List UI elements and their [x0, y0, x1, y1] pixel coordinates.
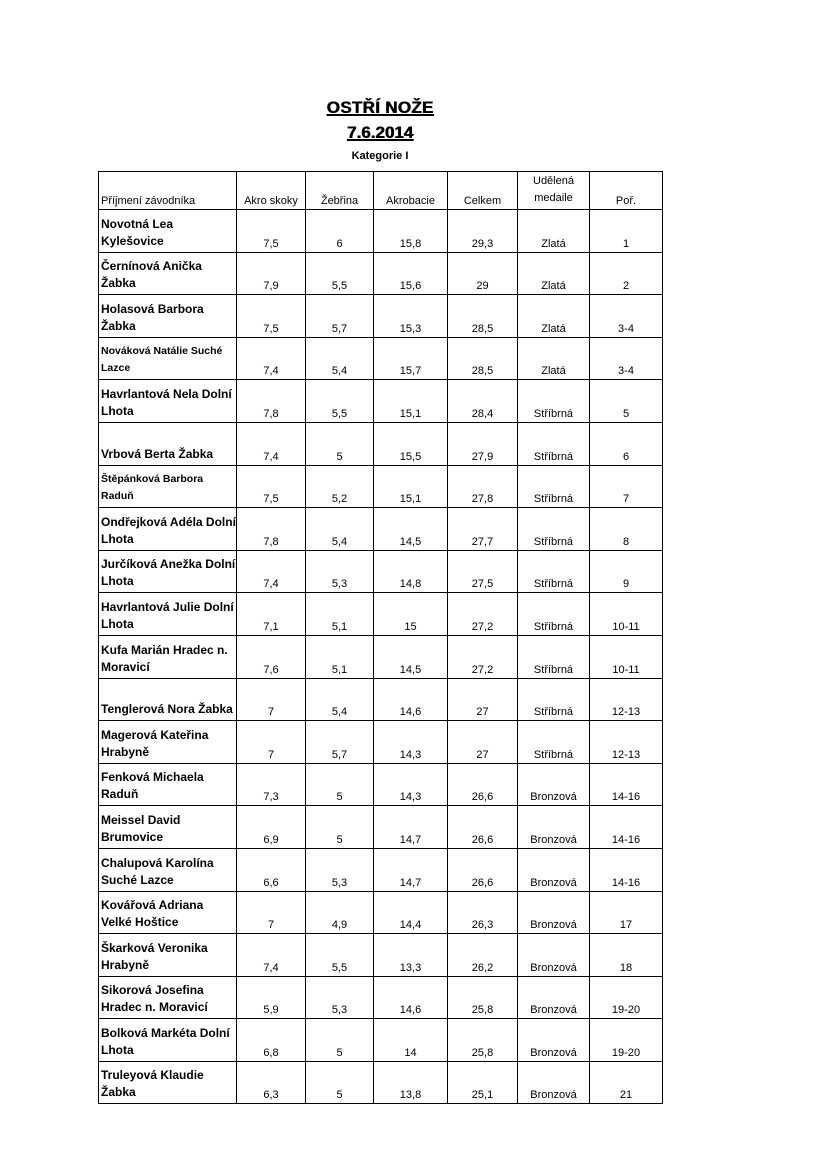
competitor-name-cell [99, 721, 237, 764]
table-row [99, 380, 663, 423]
medal-cell: Stříbrná [518, 508, 590, 551]
zebrina-cell: 5,5 [306, 934, 374, 977]
akrobacie-cell: 14,6 [374, 678, 448, 721]
competitor-name-line1: Havrlantová Nela Dolní [101, 386, 232, 401]
competitor-name-line2: Žabka [101, 318, 136, 333]
poradi-cell: 1 [590, 210, 663, 253]
zebrina-cell: 5,5 [306, 380, 374, 423]
document-title: OSTŘÍ NOŽE [326, 98, 434, 117]
poradi-cell: 12-13 [590, 678, 663, 721]
zebrina-cell: 5,7 [306, 721, 374, 764]
competitor-name-line1: Havrlantová Julie Dolní [101, 599, 234, 614]
competitor-name-cell [99, 252, 237, 295]
akrobacie-cell: 14,4 [374, 891, 448, 934]
akrobacie-cell: 15,3 [374, 295, 448, 338]
table-row [99, 550, 663, 593]
akro-skoky-cell: 7,4 [237, 934, 306, 977]
table-row [99, 295, 663, 338]
competitor-name-line2: Kylešovice [101, 233, 164, 248]
table-row [99, 593, 663, 636]
akro-skoky-cell: 5,9 [237, 976, 306, 1019]
table-row [99, 721, 663, 764]
competitor-name-line1: Nováková Natálie Suché [101, 345, 223, 358]
poradi-cell: 9 [590, 550, 663, 593]
celkem-cell: 27,2 [448, 635, 518, 678]
akrobacie-cell: 13,3 [374, 934, 448, 977]
header-medal-line2: medaile [534, 192, 573, 204]
table-row [99, 635, 663, 678]
header-akro: Akro skoky [237, 172, 306, 210]
table-row [99, 848, 663, 891]
competitor-name-cell [99, 337, 237, 380]
akrobacie-cell: 15,1 [374, 465, 448, 508]
header-medal-line1: Udělená [533, 175, 574, 187]
competitor-name-line2: Žabka [101, 276, 136, 291]
table-row [99, 891, 663, 934]
competitor-name-line1 [101, 684, 236, 701]
document-date: 7.6.2014 [346, 123, 414, 142]
medal-cell: Bronzová [518, 806, 590, 849]
medal-cell: Stříbrná [518, 635, 590, 678]
medal-cell: Stříbrná [518, 550, 590, 593]
poradi-cell: 14-16 [590, 806, 663, 849]
poradi-cell: 7 [590, 465, 663, 508]
celkem-cell: 27,7 [448, 508, 518, 551]
competitor-name-line1: Jurčíková Anežka Dolní [101, 557, 236, 572]
akrobacie-cell: 14,7 [374, 848, 448, 891]
akro-skoky-cell: 7,4 [237, 550, 306, 593]
medal-cell: Zlatá [518, 210, 590, 253]
competitor-name-line2: Lhota [101, 531, 134, 546]
header-zebrina: Žebřina [306, 172, 374, 210]
competitor-name-line2: Žabka [101, 1085, 136, 1100]
competitor-name-line1: Škarková Veronika [101, 940, 208, 955]
celkem-cell: 27,8 [448, 465, 518, 508]
competitor-name-line2: Raduň [101, 490, 134, 503]
competitor-name-line2: Vrbová Berta Žabka [101, 446, 214, 461]
akrobacie-cell: 14,5 [374, 635, 448, 678]
header-celkem: Celkem [448, 172, 518, 210]
medal-cell: Stříbrná [518, 678, 590, 721]
akro-skoky-cell: 6,9 [237, 806, 306, 849]
akro-skoky-cell: 7,6 [237, 635, 306, 678]
table-row [99, 678, 663, 721]
medal-cell: Bronzová [518, 976, 590, 1019]
header-akrobacie: Akrobacie [374, 172, 448, 210]
akro-skoky-cell: 7,1 [237, 593, 306, 636]
competitor-name-line1: Ondřejková Adéla Dolní [101, 514, 236, 529]
akrobacie-cell: 15,8 [374, 210, 448, 253]
table-row [99, 1019, 663, 1062]
akrobacie-cell: 14,8 [374, 550, 448, 593]
akro-skoky-cell: 7,5 [237, 465, 306, 508]
competitor-name-line2: Moravicí [101, 659, 150, 674]
celkem-cell: 27,2 [448, 593, 518, 636]
akro-skoky-cell: 7 [237, 678, 306, 721]
poradi-cell: 10-11 [590, 635, 663, 678]
medal-cell: Bronzová [518, 1019, 590, 1062]
akro-skoky-cell: 6,3 [237, 1061, 306, 1104]
akro-skoky-cell: 7,3 [237, 763, 306, 806]
akro-skoky-cell: 7,8 [237, 508, 306, 551]
akrobacie-cell: 14 [374, 1019, 448, 1062]
celkem-cell: 29,3 [448, 210, 518, 253]
celkem-cell: 28,5 [448, 337, 518, 380]
competitor-name-line1: Chalupová Karolína [101, 855, 214, 870]
zebrina-cell: 5,5 [306, 252, 374, 295]
competitor-name-line2: Hradec n. Moravicí [101, 1000, 208, 1015]
medal-cell: Bronzová [518, 848, 590, 891]
competitor-name-cell [99, 465, 237, 508]
celkem-cell: 27 [448, 678, 518, 721]
competitor-name-line2: Lhota [101, 616, 134, 631]
medal-cell: Stříbrná [518, 593, 590, 636]
zebrina-cell: 5,1 [306, 635, 374, 678]
results-table [98, 171, 663, 1104]
akro-skoky-cell: 7 [237, 891, 306, 934]
akrobacie-cell: 14,6 [374, 976, 448, 1019]
akrobacie-cell: 14,3 [374, 721, 448, 764]
table-row [99, 337, 663, 380]
zebrina-cell: 5,4 [306, 508, 374, 551]
table-row [99, 252, 663, 295]
competitor-name-cell [99, 678, 237, 721]
zebrina-cell: 5 [306, 763, 374, 806]
competitor-name-line2: Lazce [101, 362, 131, 375]
competitor-name-cell [99, 891, 237, 934]
competitor-name-line2: Lhota [101, 574, 134, 589]
competitor-name-line1: Meissel David [101, 812, 181, 827]
poradi-cell: 8 [590, 508, 663, 551]
medal-cell: Zlatá [518, 337, 590, 380]
competitor-name-line1: Fenková Michaela [101, 770, 204, 785]
akrobacie-cell: 15,7 [374, 337, 448, 380]
medal-cell: Stříbrná [518, 422, 590, 465]
medal-cell: Bronzová [518, 763, 590, 806]
table-row [99, 210, 663, 253]
zebrina-cell: 5,3 [306, 976, 374, 1019]
competitor-name-cell [99, 848, 237, 891]
celkem-cell: 27,9 [448, 422, 518, 465]
table-row [99, 422, 663, 465]
competitor-name-line1: Kovářová Adriana [101, 898, 204, 913]
akrobacie-cell: 13,8 [374, 1061, 448, 1104]
poradi-cell: 14-16 [590, 763, 663, 806]
celkem-cell: 26,2 [448, 934, 518, 977]
zebrina-cell: 5,3 [306, 848, 374, 891]
category-label: Kategorie I [351, 150, 409, 162]
akro-skoky-cell: 7,9 [237, 252, 306, 295]
header-medal [518, 172, 590, 210]
celkem-cell: 27 [448, 721, 518, 764]
competitor-name-line2: Raduň [101, 787, 139, 802]
akrobacie-cell: 15 [374, 593, 448, 636]
poradi-cell: 12-13 [590, 721, 663, 764]
zebrina-cell: 5 [306, 806, 374, 849]
table-row [99, 934, 663, 977]
akro-skoky-cell: 7,5 [237, 210, 306, 253]
zebrina-cell: 5 [306, 1061, 374, 1104]
competitor-name-line2: Hrabyně [101, 957, 150, 972]
competitor-name-cell [99, 806, 237, 849]
table-row [99, 1061, 663, 1104]
akrobacie-cell: 14,5 [374, 508, 448, 551]
akro-skoky-cell: 7,8 [237, 380, 306, 423]
celkem-cell: 25,8 [448, 1019, 518, 1062]
celkem-cell: 28,5 [448, 295, 518, 338]
zebrina-cell: 5 [306, 1019, 374, 1062]
celkem-cell: 27,5 [448, 550, 518, 593]
table-row [99, 976, 663, 1019]
zebrina-cell: 5,3 [306, 550, 374, 593]
medal-cell: Stříbrná [518, 465, 590, 508]
competitor-name-line1: Štěpánková Barbora [101, 473, 204, 486]
competitor-name-line1: Kufa Marián Hradec n. [101, 642, 228, 657]
competitor-name-cell [99, 422, 237, 465]
competitor-name-cell [99, 763, 237, 806]
zebrina-cell: 5,2 [306, 465, 374, 508]
poradi-cell: 18 [590, 934, 663, 977]
table-row [99, 763, 663, 806]
poradi-cell: 17 [590, 891, 663, 934]
table-row [99, 508, 663, 551]
competitor-name-cell [99, 508, 237, 551]
poradi-cell: 14-16 [590, 848, 663, 891]
zebrina-cell: 5,1 [306, 593, 374, 636]
medal-cell: Stříbrná [518, 380, 590, 423]
competitor-name-line1: Bolková Markéta Dolní [101, 1025, 230, 1040]
competitor-name-line1: Novotná Lea [101, 216, 174, 231]
competitor-name-cell [99, 1019, 237, 1062]
medal-cell: Bronzová [518, 934, 590, 977]
medal-cell: Bronzová [518, 1061, 590, 1104]
competitor-name-line2: Tenglerová Nora Žabka [101, 702, 233, 717]
medal-cell: Zlatá [518, 295, 590, 338]
competitor-name-line2: Brumovice [101, 829, 164, 844]
table-row [99, 806, 663, 849]
competitor-name-line1: Černínová Anička [101, 259, 202, 274]
competitor-name-cell [99, 635, 237, 678]
competitor-name-line2: Lhota [101, 1042, 134, 1057]
competitor-name-cell [99, 593, 237, 636]
akro-skoky-cell: 7,4 [237, 337, 306, 380]
akrobacie-cell: 15,5 [374, 422, 448, 465]
akro-skoky-cell: 7,4 [237, 422, 306, 465]
header-por: Poř. [590, 172, 663, 210]
competitor-name-cell [99, 295, 237, 338]
header-name: Příjmení závodníka [99, 172, 237, 210]
competitor-name-cell [99, 550, 237, 593]
medal-cell: Stříbrná [518, 721, 590, 764]
celkem-cell: 26,6 [448, 806, 518, 849]
akrobacie-cell: 14,7 [374, 806, 448, 849]
competitor-name-line1: Holasová Barbora [101, 301, 204, 316]
poradi-cell: 3-4 [590, 337, 663, 380]
poradi-cell: 6 [590, 422, 663, 465]
zebrina-cell: 5,4 [306, 678, 374, 721]
competitor-name-cell [99, 934, 237, 977]
zebrina-cell: 5,4 [306, 337, 374, 380]
celkem-cell: 25,8 [448, 976, 518, 1019]
celkem-cell: 26,3 [448, 891, 518, 934]
competitor-name-cell [99, 210, 237, 253]
zebrina-cell: 4,9 [306, 891, 374, 934]
celkem-cell: 26,6 [448, 848, 518, 891]
poradi-cell: 19-20 [590, 976, 663, 1019]
poradi-cell: 2 [590, 252, 663, 295]
medal-cell: Zlatá [518, 252, 590, 295]
celkem-cell: 29 [448, 252, 518, 295]
competitor-name-line1 [101, 429, 236, 446]
competitor-name-cell [99, 976, 237, 1019]
competitor-name-line2: Velké Hoštice [101, 915, 179, 930]
poradi-cell: 5 [590, 380, 663, 423]
celkem-cell: 26,6 [448, 763, 518, 806]
zebrina-cell: 6 [306, 210, 374, 253]
poradi-cell: 21 [590, 1061, 663, 1104]
celkem-cell: 28,4 [448, 380, 518, 423]
zebrina-cell: 5 [306, 422, 374, 465]
competitor-name-cell [99, 380, 237, 423]
competitor-name-line1: Sikorová Josefina [101, 983, 204, 998]
poradi-cell: 3-4 [590, 295, 663, 338]
zebrina-cell: 5,7 [306, 295, 374, 338]
competitor-name-line1: Magerová Kateřina [101, 727, 209, 742]
akro-skoky-cell: 7,5 [237, 295, 306, 338]
table-row [99, 465, 663, 508]
poradi-cell: 19-20 [590, 1019, 663, 1062]
competitor-name-line2: Hrabyně [101, 744, 150, 759]
akro-skoky-cell: 7 [237, 721, 306, 764]
celkem-cell: 25,1 [448, 1061, 518, 1104]
akrobacie-cell: 15,6 [374, 252, 448, 295]
competitor-name-line1: Truleyová Klaudie [101, 1068, 204, 1083]
akrobacie-cell: 14,3 [374, 763, 448, 806]
competitor-name-line2: Lhota [101, 403, 134, 418]
akro-skoky-cell: 6,8 [237, 1019, 306, 1062]
header-row [99, 172, 663, 210]
akrobacie-cell: 15,1 [374, 380, 448, 423]
competitor-name-line2: Suché Lazce [101, 872, 174, 887]
competitor-name-cell [99, 1061, 237, 1104]
poradi-cell: 10-11 [590, 593, 663, 636]
akro-skoky-cell: 6,6 [237, 848, 306, 891]
medal-cell: Bronzová [518, 891, 590, 934]
